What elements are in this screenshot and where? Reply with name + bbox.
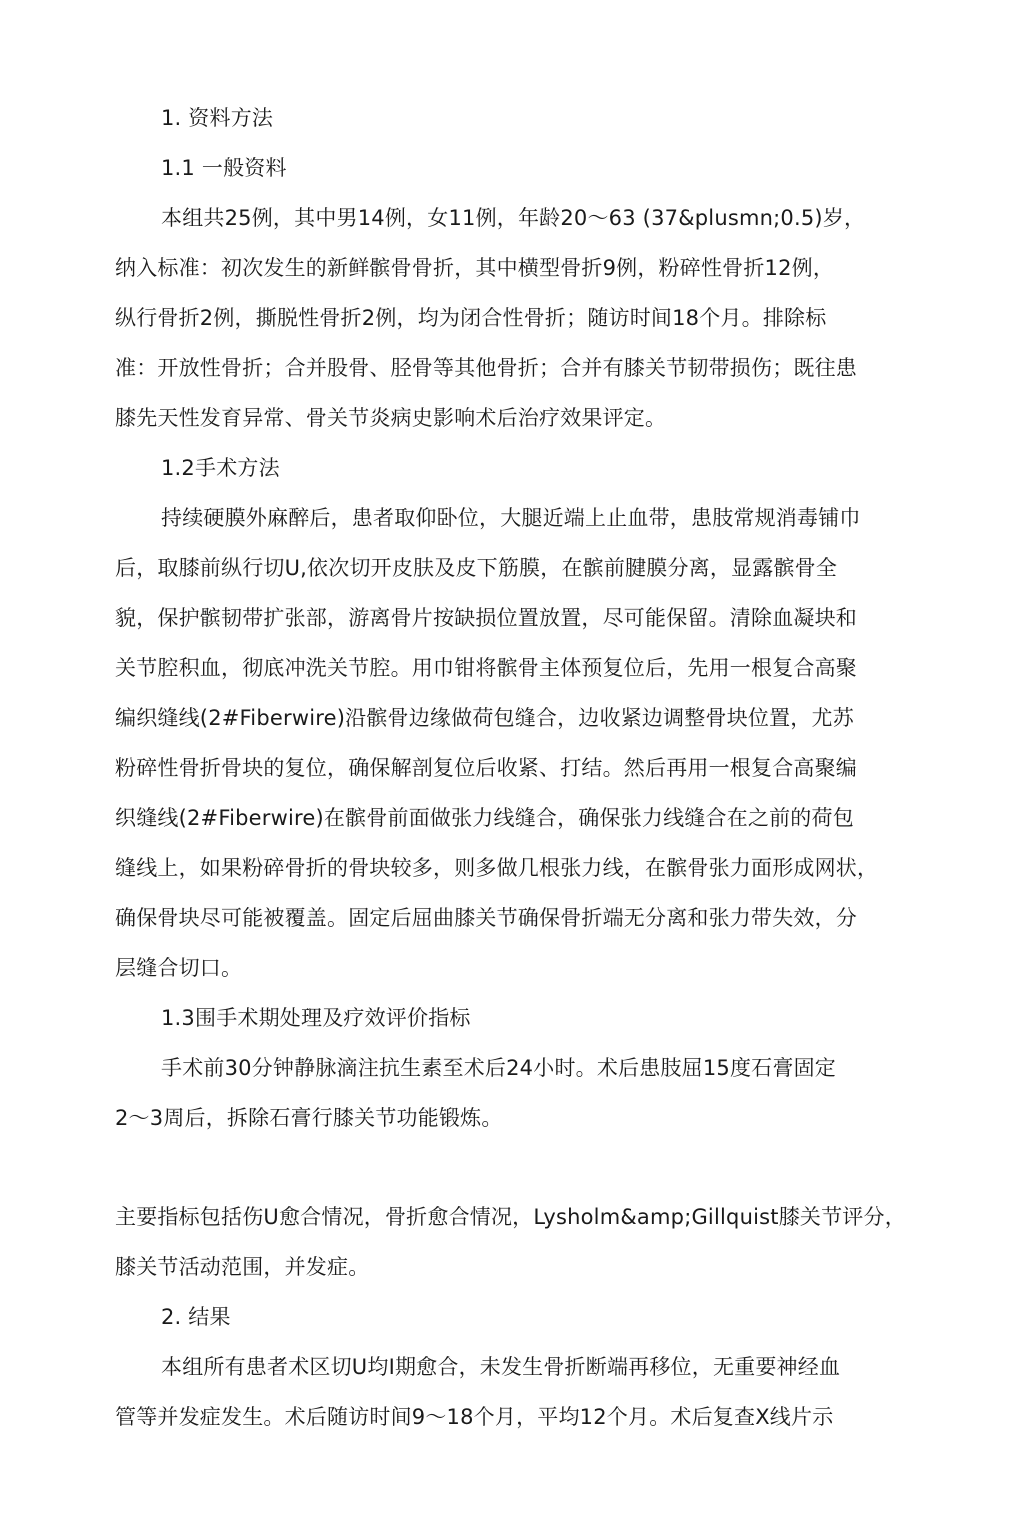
heading-surgical-method: 1.2手术方法	[161, 456, 280, 480]
paragraph-line: 纳入标准：初次发生的新鲜髌骨骨折，其中横型骨折9例，粉碎性骨折12例，	[115, 256, 835, 280]
paragraph-line: 粉碎性骨折骨块的复位，确保解剖复位后收紧、打结。然后再用一根复合高聚编	[115, 756, 857, 780]
paragraph-line: 貌，保护髌韧带扩张部，游离骨片按缺损位置放置，尽可能保留。清除血凝块和	[115, 606, 857, 630]
paragraph-line: 关节腔积血，彻底冲洗关节腔。用巾钳将髌骨主体预复位后，先用一根复合高聚	[115, 656, 857, 680]
paragraph-line: 层缝合切口。	[115, 956, 243, 980]
paragraph-line: 织缝线(2#Fiberwire)在髌骨前面做张力线缝合，确保张力线缝合在之前的荷包	[115, 806, 854, 830]
paragraph-line: 主要指标包括伤U愈合情况，骨折愈合情况，Lysholm&amp;Gillquist膝关节评分，	[115, 1205, 906, 1229]
paragraph-line: 编织缝线(2#Fiberwire)沿髌骨边缘做荷包缝合，边收紧边调整骨块位置，尤苏	[115, 706, 854, 730]
paragraph-line: 本组共25例，其中男14例，女11例，年龄20～63 (37&plusmn;0.5)岁，	[161, 206, 866, 230]
heading-methods: 1. 资料方法	[161, 106, 274, 130]
paragraph-line: 管等并发症发生。术后随访时间9～18个月，平均12个月。术后复查X线片示	[115, 1405, 834, 1429]
heading-perioperative: 1.3围手术期处理及疗效评价指标	[161, 1006, 471, 1030]
paragraph-line: 本组所有患者术区切U均I期愈合，未发生骨折断端再移位，无重要神经血	[161, 1355, 841, 1379]
paragraph-line: 手术前30分钟静脉滴注抗生素至术后24小时。术后患肢屈15度石膏固定	[161, 1056, 836, 1080]
paragraph-line: 纵行骨折2例，撕脱性骨折2例，均为闭合性骨折；随访时间18个月。排除标	[115, 306, 827, 330]
heading-general-info: 1.1 一般资料	[161, 156, 287, 180]
heading-results: 2. 结果	[161, 1305, 231, 1329]
paragraph-line: 2～3周后，拆除石膏行膝关节功能锻炼。	[115, 1106, 503, 1130]
paragraph-line: 膝先天性发育异常、骨关节炎病史影响术后治疗效果评定。	[115, 406, 667, 430]
paragraph-line: 膝关节活动范围，并发症。	[115, 1255, 370, 1279]
paragraph-line: 持续硬膜外麻醉后，患者取仰卧位，大腿近端上止血带，患肢常规消毒铺巾	[161, 506, 861, 530]
paragraph-line: 准：开放性骨折；合并股骨、胫骨等其他骨折；合并有膝关节韧带损伤；既往患	[115, 356, 857, 380]
paragraph-line: 缝线上，如果粉碎骨折的骨块较多，则多做几根张力线，在髌骨张力面形成网状，	[115, 856, 879, 880]
paragraph-line: 后，取膝前纵行切U,依次切开皮肤及皮下筋膜，在髌前腱膜分离，显露髌骨全	[115, 556, 838, 580]
paragraph-line: 确保骨块尽可能被覆盖。固定后屈曲膝关节确保骨折端无分离和张力带失效，分	[115, 906, 857, 930]
